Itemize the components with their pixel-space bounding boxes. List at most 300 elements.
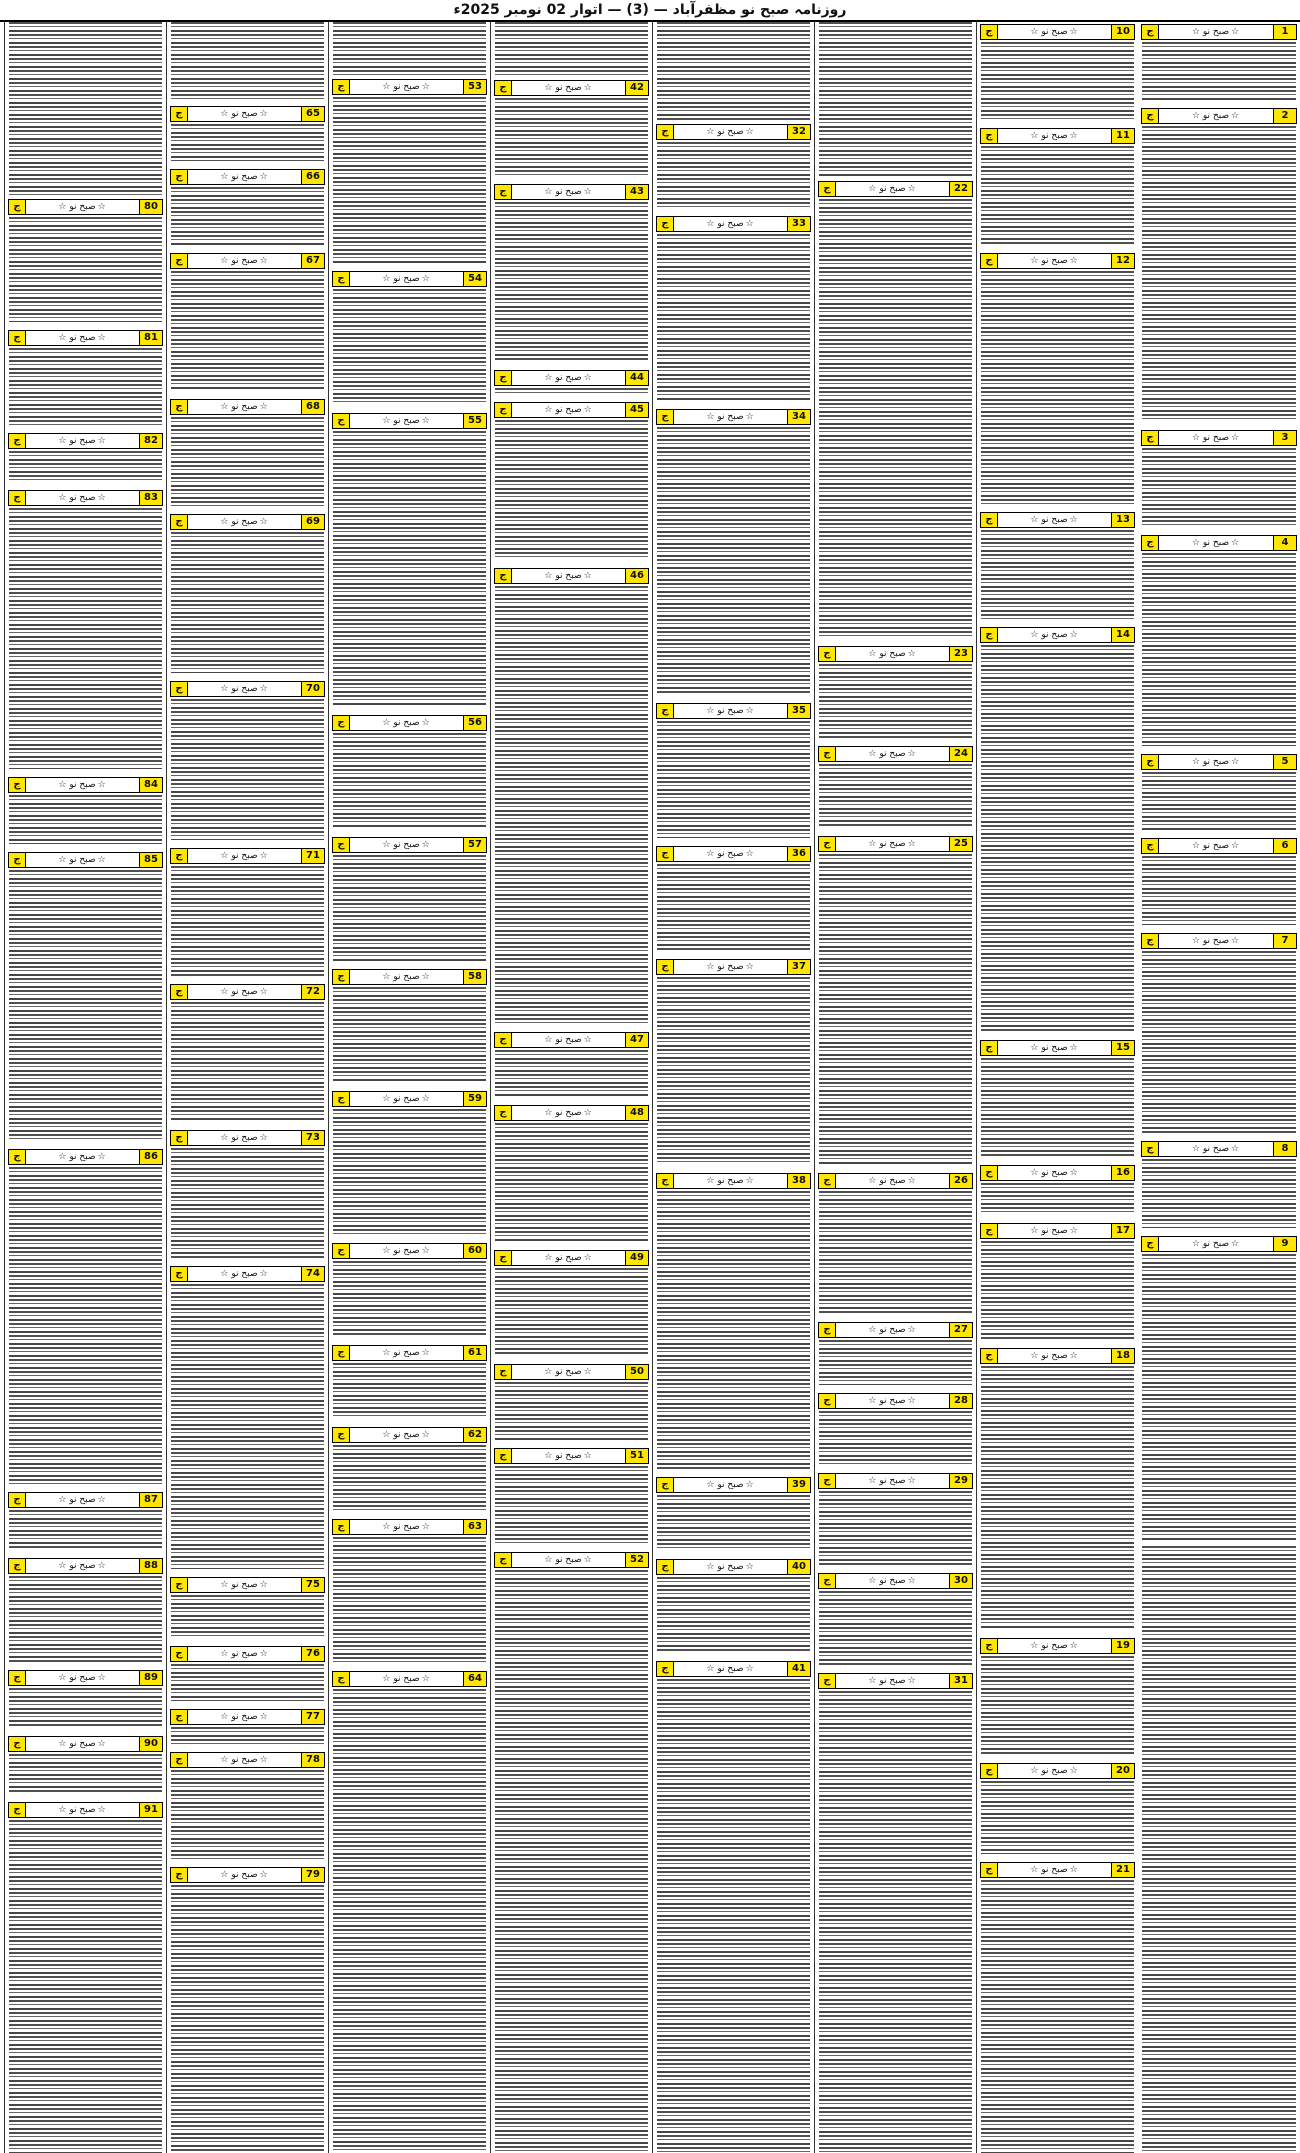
news-item-header xyxy=(494,568,649,584)
star-icon: ☆ xyxy=(97,1561,107,1571)
news-item-body xyxy=(981,1880,1134,2153)
brand-label: صبح نو xyxy=(555,571,582,581)
news-item-header xyxy=(818,1473,973,1489)
brand-label: صبح نو xyxy=(879,749,906,759)
news-item xyxy=(977,1638,1138,1761)
news-item-brand xyxy=(836,1396,949,1406)
star-icon: ☆ xyxy=(745,706,755,716)
news-item-number: 69 xyxy=(301,515,324,529)
news-item xyxy=(977,1223,1138,1346)
news-item-header xyxy=(170,681,325,697)
news-item-brand xyxy=(512,1451,625,1461)
news-item-brand xyxy=(1159,757,1273,767)
news-item xyxy=(1138,535,1300,752)
news-item xyxy=(491,184,652,368)
news-item-number: 16 xyxy=(1111,1166,1134,1180)
news-item xyxy=(491,370,652,400)
paper-logo-icon: ج xyxy=(9,1803,26,1817)
news-item-header xyxy=(170,984,325,1000)
star-icon: ☆ xyxy=(97,333,107,343)
news-item-brand xyxy=(350,1094,463,1104)
news-item-body xyxy=(171,699,324,840)
star-icon: ☆ xyxy=(745,1176,755,1186)
brand-label: صبح نو xyxy=(393,1246,420,1256)
news-item-number: 62 xyxy=(463,1428,486,1442)
paper-logo-icon: ج xyxy=(981,25,998,39)
paper-logo-icon: ج xyxy=(333,1428,350,1442)
paper-logo-icon: ج xyxy=(819,1674,836,1688)
brand-label: صبح نو xyxy=(393,972,420,982)
news-item xyxy=(167,1867,328,2153)
news-item-header xyxy=(332,837,487,853)
paper-logo-icon: ج xyxy=(819,747,836,761)
star-icon: ☆ xyxy=(907,839,917,849)
news-item-header xyxy=(170,514,325,530)
paper-logo-icon: ج xyxy=(9,1559,26,1573)
news-item-brand xyxy=(836,1476,949,1486)
star-icon: ☆ xyxy=(868,1176,878,1186)
star-icon: ☆ xyxy=(1069,630,1079,640)
star-icon: ☆ xyxy=(1069,1226,1079,1236)
news-item-number: 22 xyxy=(949,182,972,196)
paper-logo-icon: ج xyxy=(981,513,998,527)
brand-label: صبح نو xyxy=(231,1712,258,1722)
star-icon: ☆ xyxy=(259,1580,269,1590)
newspaper-page xyxy=(0,22,1300,2153)
paper-logo-icon: ج xyxy=(981,1349,998,1363)
news-item-body xyxy=(495,388,648,394)
star-icon: ☆ xyxy=(58,780,68,790)
paper-logo-icon: ج xyxy=(1142,755,1159,769)
news-item-body xyxy=(171,417,324,506)
star-icon: ☆ xyxy=(1231,841,1241,851)
news-item-number: 36 xyxy=(787,847,810,861)
star-icon: ☆ xyxy=(382,1430,392,1440)
news-item-header xyxy=(494,1552,649,1568)
brand-label: صبح نو xyxy=(879,1576,906,1586)
star-icon: ☆ xyxy=(259,109,269,119)
star-icon: ☆ xyxy=(544,1035,554,1045)
star-icon: ☆ xyxy=(1030,1351,1040,1361)
news-item-brand xyxy=(188,172,301,182)
star-icon: ☆ xyxy=(1069,1043,1079,1053)
brand-label: صبح نو xyxy=(231,684,258,694)
news-item xyxy=(5,777,166,850)
news-item xyxy=(815,1673,976,2153)
news-item-body xyxy=(495,1382,648,1440)
news-item xyxy=(167,106,328,167)
news-item-number: 23 xyxy=(949,647,972,661)
news-item-header xyxy=(656,409,811,425)
brand-label: صبح نو xyxy=(393,82,420,92)
brand-label: صبح نو xyxy=(879,1325,906,1335)
paper-logo-icon: ج xyxy=(333,1092,350,1106)
news-item-number: 37 xyxy=(787,960,810,974)
news-item-body xyxy=(171,22,324,102)
paper-logo-icon: ج xyxy=(333,716,350,730)
news-item-header xyxy=(8,1558,163,1574)
news-item-header xyxy=(980,1638,1135,1654)
news-item-number: 83 xyxy=(139,491,162,505)
news-item xyxy=(491,80,652,182)
star-icon: ☆ xyxy=(1030,1641,1040,1651)
star-icon: ☆ xyxy=(868,1476,878,1486)
star-icon: ☆ xyxy=(868,184,878,194)
paper-logo-icon: ج xyxy=(819,647,836,661)
paper-logo-icon: ج xyxy=(981,1224,998,1238)
paper-logo-icon: ج xyxy=(495,1251,512,1265)
news-item xyxy=(815,836,976,1171)
paper-logo-icon: ج xyxy=(1142,934,1159,948)
star-icon: ☆ xyxy=(1191,936,1201,946)
news-item xyxy=(491,1364,652,1446)
brand-label: صبح نو xyxy=(1202,841,1230,851)
paper-logo-icon: ج xyxy=(333,414,350,428)
news-item-header xyxy=(8,1670,163,1686)
news-item-number: 88 xyxy=(139,1559,162,1573)
news-item-brand xyxy=(512,1555,625,1565)
star-icon: ☆ xyxy=(1030,256,1040,266)
star-icon: ☆ xyxy=(907,1396,917,1406)
star-icon: ☆ xyxy=(1030,1226,1040,1236)
news-item-header xyxy=(332,413,487,429)
news-item-brand xyxy=(350,972,463,982)
news-item xyxy=(815,1173,976,1320)
brand-label: صبح نو xyxy=(717,412,744,422)
paper-logo-icon: ج xyxy=(171,1267,188,1281)
news-item-brand xyxy=(188,684,301,694)
news-column xyxy=(490,22,652,2153)
star-icon: ☆ xyxy=(868,749,878,759)
news-item xyxy=(1138,838,1300,931)
brand-label: صبح نو xyxy=(555,1108,582,1118)
news-item-header xyxy=(656,1661,811,1677)
news-item xyxy=(167,22,328,104)
brand-label: صبح نو xyxy=(717,706,744,716)
paper-logo-icon: ج xyxy=(171,254,188,268)
brand-label: صبح نو xyxy=(69,202,96,212)
star-icon: ☆ xyxy=(58,855,68,865)
brand-label: صبح نو xyxy=(879,649,906,659)
brand-label: صبح نو xyxy=(231,172,258,182)
news-item-brand xyxy=(188,256,301,266)
news-item-number: 81 xyxy=(139,331,162,345)
news-item xyxy=(491,402,652,566)
brand-label: صبح نو xyxy=(717,127,744,137)
paper-logo-icon: ج xyxy=(9,1493,26,1507)
news-item-brand xyxy=(674,1562,787,1572)
star-icon: ☆ xyxy=(1069,27,1079,37)
paper-logo-icon: ج xyxy=(981,1764,998,1778)
news-item-body xyxy=(9,217,162,322)
news-item-number: 55 xyxy=(463,414,486,428)
news-item-body xyxy=(819,1691,972,2153)
news-item xyxy=(491,1105,652,1248)
star-icon: ☆ xyxy=(421,1430,431,1440)
paper-logo-icon: ج xyxy=(657,847,674,861)
news-item xyxy=(653,1661,814,2153)
brand-label: صبح نو xyxy=(1041,1865,1068,1875)
news-item-body xyxy=(1142,1546,1296,2153)
news-item xyxy=(5,1736,166,1800)
star-icon: ☆ xyxy=(868,839,878,849)
star-icon: ☆ xyxy=(907,1325,917,1335)
news-item-number: 46 xyxy=(625,569,648,583)
news-item-number: 74 xyxy=(301,1267,324,1281)
star-icon: ☆ xyxy=(58,333,68,343)
paper-logo-icon: ج xyxy=(981,1166,998,1180)
news-item-brand xyxy=(674,127,787,137)
brand-label: صبح نو xyxy=(69,780,96,790)
star-icon: ☆ xyxy=(1030,1168,1040,1178)
news-item-header xyxy=(332,715,487,731)
news-item xyxy=(491,1250,652,1362)
brand-label: صبح نو xyxy=(393,1094,420,1104)
paper-logo-icon: ج xyxy=(171,1131,188,1145)
news-item xyxy=(329,271,490,411)
news-item-body xyxy=(657,977,810,1165)
star-icon: ☆ xyxy=(259,684,269,694)
star-icon: ☆ xyxy=(745,412,755,422)
news-item xyxy=(491,1032,652,1103)
star-icon: ☆ xyxy=(868,1325,878,1335)
star-icon: ☆ xyxy=(97,493,107,503)
news-item-body xyxy=(333,1445,486,1511)
brand-label: صبح نو xyxy=(1041,27,1068,37)
news-item-brand xyxy=(836,1176,949,1186)
news-item-body xyxy=(171,187,324,245)
paper-logo-icon: ج xyxy=(1142,1142,1159,1156)
brand-label: صبح نو xyxy=(69,1495,96,1505)
star-icon: ☆ xyxy=(1030,515,1040,525)
brand-label: صبح نو xyxy=(393,1522,420,1532)
news-item xyxy=(329,1519,490,1669)
star-icon: ☆ xyxy=(58,202,68,212)
news-item-brand xyxy=(188,987,301,997)
news-item-brand xyxy=(1159,538,1273,548)
news-item xyxy=(977,1040,1138,1163)
news-column xyxy=(814,22,976,2153)
brand-label: صبح نو xyxy=(393,1348,420,1358)
star-icon: ☆ xyxy=(1191,757,1201,767)
news-item-body xyxy=(981,42,1134,120)
news-item-header xyxy=(1141,1141,1297,1157)
brand-label: صبح نو xyxy=(231,1649,258,1659)
star-icon: ☆ xyxy=(1069,1641,1079,1651)
news-item-header xyxy=(1141,933,1297,949)
brand-label: صبح نو xyxy=(717,1480,744,1490)
news-item-number: 71 xyxy=(301,849,324,863)
star-icon: ☆ xyxy=(1231,111,1241,121)
star-icon: ☆ xyxy=(421,1522,431,1532)
brand-label: صبح نو xyxy=(69,493,96,503)
star-icon: ☆ xyxy=(97,780,107,790)
news-item-header xyxy=(8,330,163,346)
news-item-number: 38 xyxy=(787,1174,810,1188)
news-item xyxy=(815,1573,976,1671)
star-icon: ☆ xyxy=(220,1133,230,1143)
news-item-brand xyxy=(350,1348,463,1358)
news-item xyxy=(329,1427,490,1517)
news-item-body xyxy=(657,1577,810,1653)
news-item-brand xyxy=(512,405,625,415)
brand-label: صبح نو xyxy=(231,402,258,412)
news-item xyxy=(815,181,976,644)
news-item xyxy=(653,22,814,122)
paper-logo-icon: ج xyxy=(9,200,26,214)
news-item-brand xyxy=(188,109,301,119)
news-item-body xyxy=(819,664,972,738)
news-item-body xyxy=(1142,772,1296,830)
paper-logo-icon: ج xyxy=(495,1106,512,1120)
news-item-number: 53 xyxy=(463,80,486,94)
news-item-brand xyxy=(512,83,625,93)
news-item-number: 64 xyxy=(463,1672,486,1686)
news-item-body xyxy=(333,733,486,829)
paper-logo-icon: ج xyxy=(171,400,188,414)
star-icon: ☆ xyxy=(421,274,431,284)
star-icon: ☆ xyxy=(382,972,392,982)
news-item-header xyxy=(656,959,811,975)
news-item-brand xyxy=(1159,433,1273,443)
star-icon: ☆ xyxy=(382,274,392,284)
news-item-body xyxy=(9,795,162,844)
news-item-header xyxy=(656,1173,811,1189)
news-item-brand xyxy=(512,1035,625,1045)
news-item-number: 43 xyxy=(625,185,648,199)
news-item xyxy=(167,848,328,982)
star-icon: ☆ xyxy=(97,1805,107,1815)
news-item-body xyxy=(333,289,486,405)
news-item xyxy=(329,413,490,713)
news-item-number: 24 xyxy=(949,747,972,761)
star-icon: ☆ xyxy=(421,840,431,850)
star-icon: ☆ xyxy=(382,82,392,92)
paper-logo-icon: ج xyxy=(171,1710,188,1724)
news-item-brand xyxy=(998,1043,1111,1053)
news-item-header xyxy=(980,1223,1135,1239)
news-item-brand xyxy=(1159,841,1273,851)
news-item-body xyxy=(333,1689,486,2153)
news-item-number: 91 xyxy=(139,1803,162,1817)
paper-logo-icon: ج xyxy=(657,1560,674,1574)
news-item-header xyxy=(170,1266,325,1282)
news-item-header xyxy=(170,1709,325,1725)
brand-label: صبح نو xyxy=(393,416,420,426)
star-icon: ☆ xyxy=(1191,1144,1201,1154)
paper-logo-icon: ج xyxy=(981,1639,998,1653)
news-item-number: 20 xyxy=(1111,1764,1134,1778)
paper-logo-icon: ج xyxy=(657,1662,674,1676)
star-icon: ☆ xyxy=(544,83,554,93)
star-icon: ☆ xyxy=(706,849,716,859)
brand-label: صبح نو xyxy=(1202,111,1230,121)
news-item-number: 85 xyxy=(139,853,162,867)
brand-label: صبح نو xyxy=(1202,757,1230,767)
news-item xyxy=(167,1577,328,1644)
brand-label: صبح نو xyxy=(879,1396,906,1406)
news-item-brand xyxy=(350,1246,463,1256)
news-item-brand xyxy=(188,1649,301,1659)
star-icon: ☆ xyxy=(868,1576,878,1586)
paper-logo-icon: ج xyxy=(819,182,836,196)
news-item-header xyxy=(980,253,1135,269)
news-item-header xyxy=(818,1173,973,1189)
news-item-number: 54 xyxy=(463,272,486,286)
news-item xyxy=(5,1802,166,2153)
brand-label: صبح نو xyxy=(231,1755,258,1765)
news-item-number: 44 xyxy=(625,371,648,385)
news-item-brand xyxy=(674,412,787,422)
news-item-brand xyxy=(836,839,949,849)
news-item-header xyxy=(494,1032,649,1048)
news-item-brand xyxy=(1159,936,1273,946)
paper-logo-icon: ج xyxy=(495,569,512,583)
news-item-header xyxy=(170,1867,325,1883)
paper-logo-icon: ج xyxy=(1142,1237,1159,1251)
news-item-header xyxy=(332,79,487,95)
news-item xyxy=(167,253,328,397)
news-item-number: 6 xyxy=(1273,839,1296,853)
star-icon: ☆ xyxy=(1069,131,1079,141)
paper-logo-icon: ج xyxy=(171,515,188,529)
star-icon: ☆ xyxy=(1069,1766,1079,1776)
news-item-body xyxy=(171,1148,324,1258)
star-icon: ☆ xyxy=(97,202,107,212)
news-item-body xyxy=(9,348,162,425)
news-item xyxy=(167,1266,328,1575)
news-item-number: 33 xyxy=(787,217,810,231)
news-item-body xyxy=(1142,553,1296,746)
star-icon: ☆ xyxy=(259,1870,269,1880)
star-icon: ☆ xyxy=(544,373,554,383)
brand-label: صبح نو xyxy=(717,1176,744,1186)
news-item-brand xyxy=(836,1576,949,1586)
paper-logo-icon: ج xyxy=(657,217,674,231)
news-column xyxy=(652,22,814,2153)
star-icon: ☆ xyxy=(583,1035,593,1045)
news-item-number: 47 xyxy=(625,1033,648,1047)
news-item xyxy=(329,1345,490,1425)
star-icon: ☆ xyxy=(259,1133,269,1143)
brand-label: صبح نو xyxy=(393,718,420,728)
brand-label: صبح نو xyxy=(1202,1144,1230,1154)
news-item-body xyxy=(9,1688,162,1728)
news-item-header xyxy=(8,490,163,506)
news-item-brand xyxy=(1159,1144,1273,1154)
paper-logo-icon: ج xyxy=(1142,25,1159,39)
news-item-brand xyxy=(26,855,139,865)
news-item xyxy=(329,1243,490,1343)
star-icon: ☆ xyxy=(907,1576,917,1586)
paper-logo-icon: ج xyxy=(495,1449,512,1463)
news-item-body xyxy=(981,530,1134,619)
star-icon: ☆ xyxy=(706,1480,716,1490)
news-item-brand xyxy=(188,402,301,412)
star-icon: ☆ xyxy=(58,1495,68,1505)
news-item-body xyxy=(171,1284,324,1569)
star-icon: ☆ xyxy=(220,1712,230,1722)
news-item-number: 39 xyxy=(787,1478,810,1492)
paper-logo-icon: ج xyxy=(333,1244,350,1258)
news-item-body xyxy=(819,1591,972,1665)
news-item xyxy=(491,22,652,78)
news-item xyxy=(977,128,1138,251)
news-item-body xyxy=(333,987,486,1083)
brand-label: صبح نو xyxy=(231,256,258,266)
news-item xyxy=(977,512,1138,625)
news-item-body xyxy=(9,1754,162,1794)
